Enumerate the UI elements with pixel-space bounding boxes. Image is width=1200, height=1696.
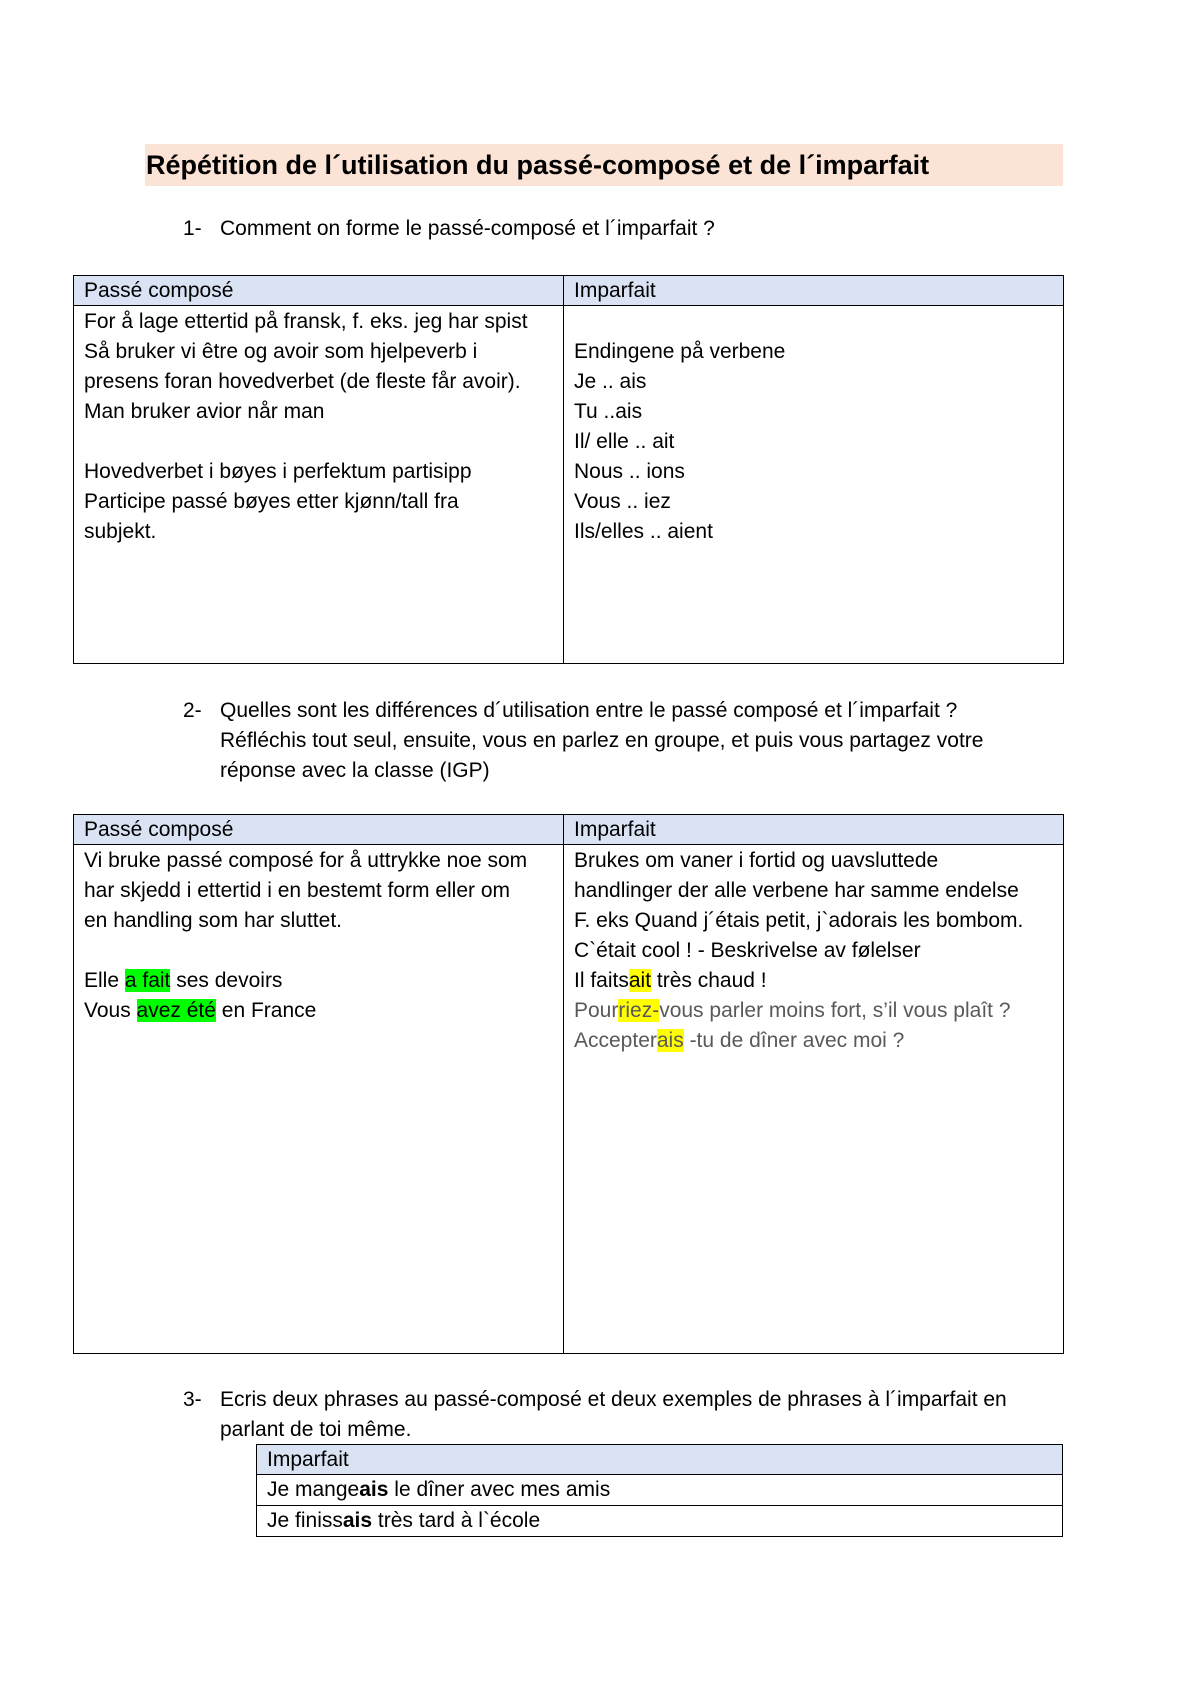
text-line: Man bruker avior når man <box>84 400 325 423</box>
example-line: Vous avez été en France <box>84 999 317 1022</box>
example-line: Elle a fait ses devoirs <box>84 969 283 992</box>
text-line: presens foran hovedverbet (de fleste får avoir). <box>84 370 521 393</box>
text-line: Vi bruke passé composé for å uttrykke noe som <box>84 849 528 872</box>
example-row: Je mangeais le dîner avec mes amis <box>257 1475 1063 1506</box>
text-line: For å lage ettertid på fransk, f. eks. jeg har spist <box>84 310 528 333</box>
text-line: Ecris deux phrases au passé-composé et deux exemples de phrases à l´imparfait en <box>220 1388 1007 1411</box>
formation-table <box>73 275 1064 664</box>
highlight: ait <box>628 969 652 992</box>
text-line <box>84 427 553 457</box>
text-line: subjekt. <box>84 520 157 543</box>
text-line: handlinger der alle verbene har samme endelse <box>574 879 1019 902</box>
text-line: Tu ..ais <box>574 400 643 423</box>
text-line <box>84 936 553 966</box>
question-text: Comment on forme le passé-composé et l´imparfait ? <box>220 217 715 240</box>
header-passe-compose: Passé composé <box>74 815 564 845</box>
example-line: Accepterais -tu de dîner avec moi ? <box>574 1029 905 1052</box>
question-3 <box>183 1385 1063 1445</box>
question-number: 2- <box>183 699 202 722</box>
highlight: a fait <box>124 969 171 992</box>
text-line: parlant de toi même. <box>220 1418 412 1441</box>
cell-passe-compose-usage <box>74 845 564 1354</box>
text-line: Réfléchis tout seul, ensuite, vous en parlez en groupe, et puis vous partagez votre <box>220 729 984 752</box>
highlight: ais <box>656 1029 684 1052</box>
question-text <box>220 696 1063 786</box>
page-title: Répétition de l´utilisation du passé-composé et de l´imparfait <box>145 144 1063 186</box>
text-line: Nous .. ions <box>574 460 685 483</box>
text-line: Vous .. iez <box>574 490 671 513</box>
text-line: Quelles sont les différences d´utilisation entre le passé composé et l´imparfait ? <box>220 699 958 722</box>
header-imparfait: Imparfait <box>257 1445 1063 1475</box>
header-imparfait: Imparfait <box>564 815 1064 845</box>
examples-table <box>256 1444 1063 1537</box>
highlight: avez été <box>136 999 216 1022</box>
question-number: 3- <box>183 1388 202 1411</box>
question-text <box>220 1385 1063 1445</box>
question-1 <box>183 214 1063 244</box>
text-line: har skjedd i ettertid i en bestemt form eller om <box>84 879 511 902</box>
example-line: Il faitsait très chaud ! <box>574 969 767 992</box>
text-line: réponse avec la classe (IGP) <box>220 759 490 782</box>
text-line: Brukes om vaner i fortid og uavsluttede <box>574 849 939 872</box>
question-number: 1- <box>183 217 202 240</box>
cell-imparfait-usage <box>564 845 1064 1354</box>
header-passe-compose: Passé composé <box>74 276 564 306</box>
cell-passe-compose-formation <box>74 306 564 664</box>
text-line: Endingene på verbene <box>574 340 786 363</box>
usage-table <box>73 814 1064 1354</box>
verb-ending: ais <box>359 1478 389 1501</box>
example-row: Je finissais très tard à l`école <box>257 1506 1063 1537</box>
text-line: Så bruker vi être og avoir som hjelpeverb i <box>84 340 478 363</box>
text-line: Ils/elles .. aient <box>574 520 713 543</box>
text-line: en handling som har sluttet. <box>84 909 342 932</box>
header-imparfait: Imparfait <box>564 276 1064 306</box>
text-line: Il/ elle .. ait <box>574 430 675 453</box>
verb-ending: ais <box>342 1509 373 1532</box>
text-line: F. eks Quand j´étais petit, j`adorais les bombom. <box>574 909 1024 932</box>
highlight: riez- <box>618 999 660 1022</box>
text-line: Hovedverbet i bøyes i perfektum partisipp <box>84 460 472 483</box>
text-line: Participe passé bøyes etter kjønn/tall fra <box>84 490 459 513</box>
text-line <box>574 307 1053 337</box>
cell-imparfait-formation <box>564 306 1064 664</box>
text-line: C`était cool ! - Beskrivelse av følelser <box>574 939 921 962</box>
text-line: Je .. ais <box>574 370 647 393</box>
question-2 <box>183 696 1063 786</box>
example-line: Pourriez-vous parler moins fort, s’il vous plaît ? <box>574 999 1011 1022</box>
